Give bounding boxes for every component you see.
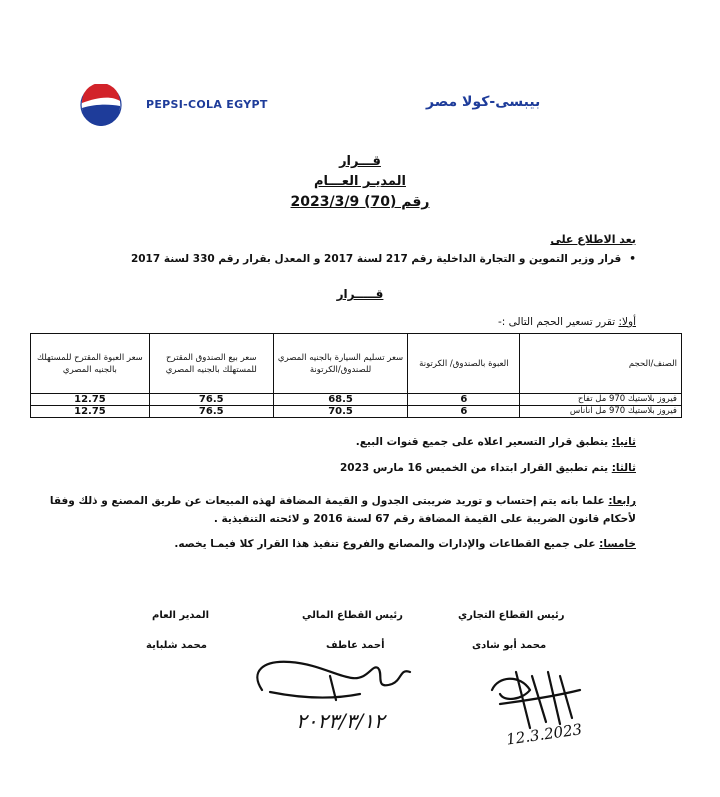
clause-label: أولا:	[618, 316, 636, 328]
finance-head-name: أحمد عاطف	[326, 640, 385, 651]
cell-delivery-price: 68.5	[273, 394, 408, 406]
clause-label: ثالثا:	[611, 462, 636, 474]
cell-case-price: 76.5	[149, 394, 273, 406]
reference-bullet	[76, 253, 636, 265]
clause-third	[340, 462, 636, 474]
decision-number-date: رقم (70) 2023/3/9	[290, 194, 430, 210]
clause-label: رابعا:	[608, 495, 636, 507]
cell-item: فيروز بلاستيك 970 مل تفاح	[520, 394, 682, 406]
clause-text: على جميع القطاعات والإدارات والمصانع والفروع تنفيذ هذا القرار كلا فيمـا يخصه.	[174, 538, 600, 550]
brand-name-arabic: بيبسى-كولا مصر	[426, 94, 541, 110]
header-case-consumer-price: سعر بيع الصندوق المقترح للمستهلك بالجنيه المصري	[149, 334, 273, 394]
commercial-head-name: محمد أبو شادى	[472, 640, 547, 651]
clause-fifth	[174, 538, 636, 550]
cell-unit-price: 12.75	[31, 394, 150, 406]
cell-unit-price: 12.75	[31, 406, 150, 418]
header-unit-consumer-price: سعر العبوة المقترح للمستهلك بالجنيه المصري	[31, 334, 150, 394]
signature-left	[257, 662, 410, 700]
general-manager-name: محمد شلباية	[146, 640, 207, 651]
after-review-heading: بعد الاطلاع على	[550, 233, 636, 246]
cell-pack: 6	[408, 394, 520, 406]
clause-text: علما بانه يتم إحتساب و توريد ضريبتى الجدول و القيمة المضافة لهذه المبيعات عن طريق المصنع و ذلك وفقا لأحكام قانون الضريبة على القيمة المضافة رقم 67 لسنة 2016 و لائحته التنفيذية .	[49, 495, 636, 525]
pepsi-logo-icon	[80, 84, 122, 126]
issuer-title: المديـر العـــام	[314, 174, 406, 189]
header-pack-count: العبوة بالصندوق/ الكرتونة	[408, 334, 520, 394]
clause-text: يتم تطبيق القرار ابتداء من الخميس 16 مارس 2023	[339, 462, 612, 474]
handwritten-date-right: 12.3.2023	[505, 720, 584, 749]
brand-name-english: PEPSI-COLA EGYPT	[146, 98, 268, 111]
cell-item: فيروز بلاستيك 970 مل اناناس	[520, 406, 682, 418]
finance-head-title: رئيس القطاع المالي	[302, 610, 403, 621]
table-header-row	[31, 334, 682, 394]
table-row	[31, 394, 682, 406]
pricing-table	[30, 333, 682, 418]
general-manager-title: المدير العام	[152, 610, 210, 621]
decision-title-block	[0, 152, 720, 212]
commercial-head-title: رئيس القطاع التجاري	[458, 610, 565, 621]
clause-fourth	[31, 492, 636, 528]
header-item-size: الصنف/الحجم	[520, 334, 682, 394]
signature-right	[492, 672, 580, 728]
table-row	[31, 406, 682, 418]
handwritten-date-left: ٢٠٢٣/٣/١٢	[296, 709, 385, 733]
clause-second	[356, 436, 636, 448]
cell-pack: 6	[408, 406, 520, 418]
decision-title: قـــرار	[339, 154, 381, 169]
clause-text: يتطبق قرار التسعير اعلاه على جميع قنوات البيع.	[355, 436, 612, 448]
clause-label: ثانيا:	[611, 436, 636, 448]
header-delivery-price: سعر تسليم السيارة بالجنيه المصري للصندوق/الكرتونة	[273, 334, 408, 394]
cell-case-price: 76.5	[149, 406, 273, 418]
clause-text: تقرر تسعير الحجم التالى :-	[497, 316, 619, 328]
bullet-icon: •	[629, 253, 636, 265]
clause-label: خامسا:	[599, 538, 636, 550]
decision-heading: قـــــرار	[336, 287, 384, 301]
cell-delivery-price: 70.5	[273, 406, 408, 418]
clause-first	[498, 316, 636, 328]
reference-text: قرار وزير التموين و التجارة الداخلية رقم 217 لسنة 2017 و المعدل بقرار رقم 330 لسنة 2017	[130, 253, 622, 265]
